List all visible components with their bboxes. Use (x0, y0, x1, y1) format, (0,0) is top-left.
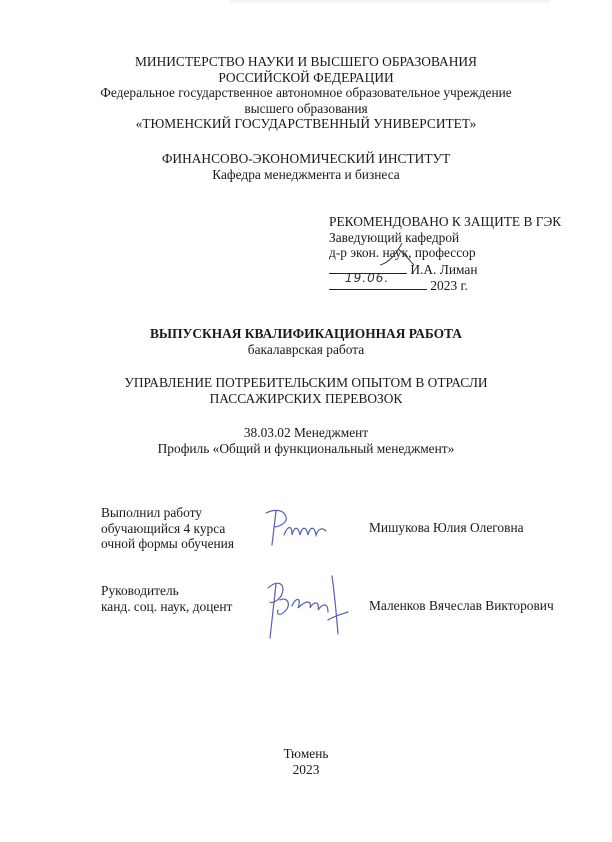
student-name: Мишукова Юлия Олеговна (369, 520, 524, 535)
work-type: ВЫПУСКНАЯ КВАЛИФИКАЦИОННАЯ РАБОТА (150, 326, 462, 341)
institution-line-2: высшего образования (244, 100, 368, 116)
specialty-profile: Профиль «Общий и функциональный менеджмент» (157, 440, 455, 456)
head-signature-mark (378, 239, 416, 269)
work-type-block (0, 326, 612, 357)
supervisor-name: Маленков Вячеслав Викторович (369, 598, 554, 613)
footer-city: Тюмень (283, 746, 329, 761)
student-label (101, 505, 234, 552)
department-name: Кафедра менеджмента и бизнеса (212, 166, 400, 182)
institute-block (0, 151, 612, 182)
approval-position: Заведующий кафедрой (329, 229, 460, 245)
specialty-code: 38.03.02 Менеджмент (243, 425, 369, 440)
work-title-line-1: УПРАВЛЕНИЕ ПОТРЕБИТЕЛЬСКИМ ОПЫТОМ В ОТРАСЛИ (124, 375, 488, 390)
institute-name: ФИНАНСОВО-ЭКОНОМИЧЕСКИЙ ИНСТИТУТ (161, 151, 451, 166)
institution-line-1: Федеральное государственное автономное образовательное учреждение (100, 85, 512, 101)
supervisor-label (101, 583, 232, 614)
university-name: «ТЮМЕНСКИЙ ГОСУДАРСТВЕННЫЙ УНИВЕРСИТЕТ» (135, 116, 477, 132)
approval-date-line (329, 271, 561, 294)
approval-year: 2023 г. (430, 278, 468, 294)
work-subtype: бакалаврская работа (247, 341, 365, 357)
scan-shadow (230, 0, 550, 5)
ministry-line-2: РОССИЙСКОЙ ФЕДЕРАЦИИ (218, 69, 394, 85)
handwritten-date: 19.06. (345, 271, 390, 286)
approval-degree: д-р экон. наук, профессор (329, 245, 476, 261)
supervisor-label-line-2: канд. соц. наук, доцент (101, 598, 233, 614)
student-label-line-3: очной формы обучения (101, 536, 235, 552)
specialty-block (0, 425, 612, 456)
approval-block (329, 214, 561, 294)
ministry-line-1: МИНИСТЕРСТВО НАУКИ И ВЫСШЕГО ОБРАЗОВАНИЯ (135, 54, 477, 69)
student-label-line-2: обучающийся 4 курса (101, 520, 226, 536)
student-label-line-1: Выполнил работу (101, 505, 202, 520)
supervisor-signature (262, 570, 352, 642)
date-blank (329, 271, 427, 290)
work-title-line-2: ПАССАЖИРСКИХ ПЕРЕВОЗОК (209, 390, 403, 406)
approval-title: РЕКОМЕНДОВАНО К ЗАЩИТЕ В ГЭК (329, 214, 562, 229)
header-block (0, 54, 612, 132)
approval-name: И.А. Лиман (410, 261, 478, 277)
footer-year: 2023 (292, 761, 320, 777)
footer-block (0, 746, 612, 777)
work-title-block (0, 375, 612, 406)
supervisor-label-line-1: Руководитель (101, 583, 179, 598)
student-signature (262, 505, 332, 549)
